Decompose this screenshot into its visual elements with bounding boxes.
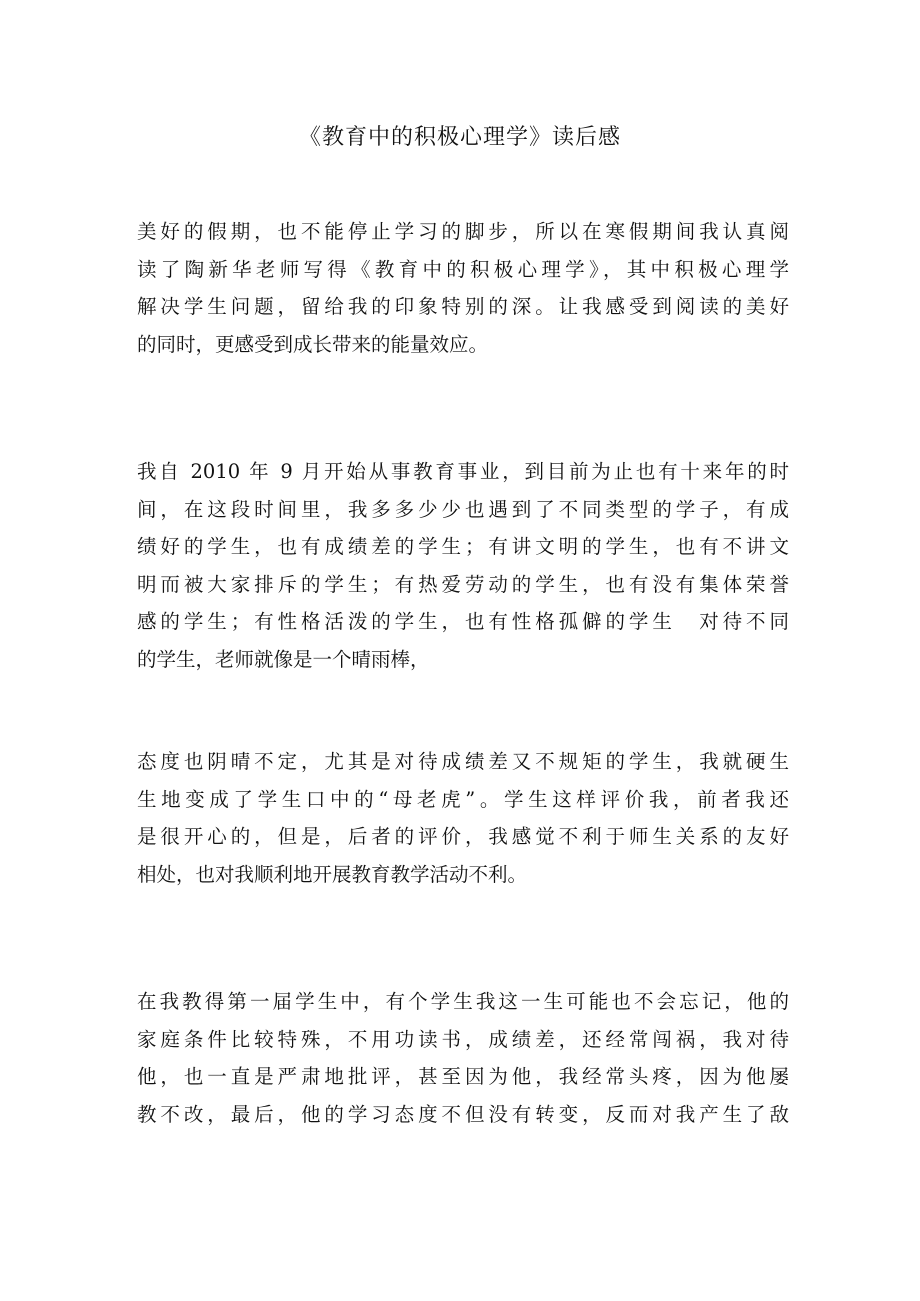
paragraph-3	[137, 743, 789, 893]
paragraph-line: 的学生，老师就像是一个晴雨棒，	[137, 647, 430, 671]
paragraph-line: 读了陶新华老师写得《教育中的积极心理学》，其中积极心理学	[137, 257, 789, 281]
paragraph-4	[137, 983, 789, 1133]
paragraph-line: 感的学生；有性格活泼的学生，也有性格孤僻的学生 对待不同	[137, 610, 789, 633]
paragraph-line: 我自 2010 年 9 月开始从事教育事业，到目前为止也有十来年的时	[137, 460, 789, 483]
paragraph-line: 绩好的学生，也有成绩差的学生；有讲文明的学生，也有不讲文	[137, 535, 789, 558]
paragraph-line: 是很开心的，但是，后者的评价，我感觉不利于师生关系的友好	[137, 825, 789, 848]
paragraph-1	[137, 213, 789, 363]
paragraph-line: 家庭条件比较特殊，不用功读书，成绩差，还经常闯祸，我对待	[137, 1027, 789, 1051]
paragraph-line: 在我教得第一届学生中，有个学生我这一生可能也不会忘记，他的	[137, 990, 789, 1013]
paragraph-line: 生地变成了学生口中的“母老虎”。学生这样评价我，前者我还	[137, 787, 789, 811]
paragraph-line: 间，在这段时间里，我多多少少也遇到了不同类型的学子，有成	[137, 497, 789, 521]
paragraph-line: 美好的假期，也不能停止学习的脚步，所以在寒假期间我认真阅	[137, 220, 789, 243]
paragraph-line: 明而被大家排斥的学生；有热爱劳动的学生，也有没有集体荣誉	[137, 572, 789, 596]
paragraph-line: 解决学生问题，留给我的印象特别的深。让我感受到阅读的美好	[137, 295, 789, 318]
document-title: 《教育中的积极心理学》读后感	[298, 125, 621, 150]
paragraph-line: 教不改，最后，他的学习态度不但没有转变，反而对我产生了敌	[137, 1102, 789, 1126]
paragraph-line: 的同时，更感受到成长带来的能量效应。	[137, 332, 489, 356]
paragraph-2	[137, 453, 789, 678]
paragraph-line: 相处，也对我顺利地开展教育教学活动不利。	[137, 862, 528, 886]
paragraph-line: 态度也阴晴不定，尤其是对待成绩差又不规矩的学生，我就硬生	[137, 750, 789, 773]
paragraph-line: 他，也一直是严肃地批评，甚至因为他，我经常头疼，因为他屡	[137, 1065, 789, 1088]
